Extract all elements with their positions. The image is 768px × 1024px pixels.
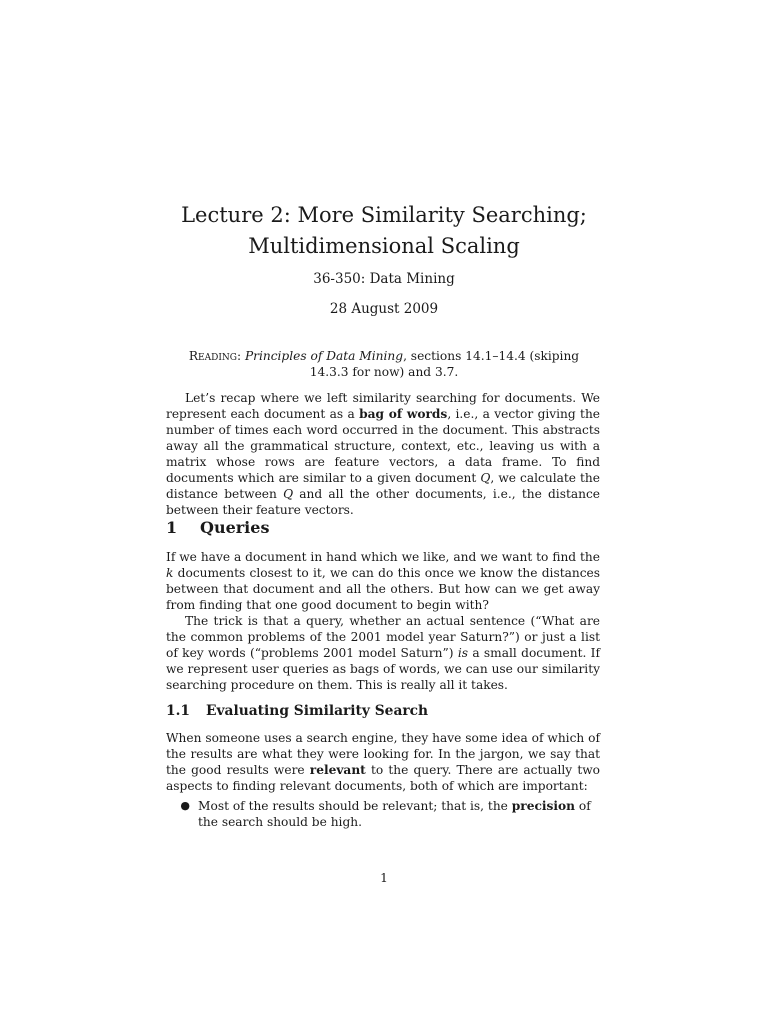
reading-sections: , sections 14.1–14.4 (skiping 14.3.3 for now) and 3.7. bbox=[309, 349, 580, 379]
bullet-icon: ● bbox=[180, 799, 190, 812]
reading-book: Principles of Data Mining bbox=[244, 349, 404, 363]
lecture-date: 28 August 2009 bbox=[329, 301, 439, 317]
queries-section-body bbox=[166, 549, 600, 693]
queries-paragraph-2 bbox=[166, 613, 600, 693]
subsection-title: Evaluating Similarity Search bbox=[206, 703, 429, 719]
evaluating-paragraph bbox=[166, 730, 600, 794]
precision-term: precision bbox=[511, 799, 575, 813]
course-name: 36-350: Data Mining bbox=[313, 271, 455, 287]
paragraph-text: documents closest to it, we can do this once we know the distances between that document and all the others. But how can we get away from finding that one good document to begin with? bbox=[166, 566, 600, 612]
paragraph-text: When someone uses a search engine, they have some idea of which of the results are what they were looking for. In the jargon, we say that the good results were bbox=[166, 731, 600, 777]
math-q: Q bbox=[283, 487, 294, 501]
relevant-term: relevant bbox=[309, 763, 366, 777]
intro-text: Let’s recap where we left similarity searching for documents. We represent each document as a bbox=[166, 391, 600, 421]
paragraph-text: If we have a document in hand which we like, and we want to find the bbox=[166, 550, 600, 564]
lecture-title bbox=[0, 200, 768, 262]
paragraph-text: a small document. If we represent user queries as bags of words, we can use our similarity searching procedure on them. This is really all it takes. bbox=[166, 646, 600, 692]
intro-text: , we calculate the distance between bbox=[166, 471, 600, 501]
intro-paragraph bbox=[166, 390, 600, 518]
subsection-number: 1.1 bbox=[166, 703, 191, 719]
reading-label: Reading: bbox=[188, 349, 242, 363]
paragraph-text: of the search should be high. bbox=[198, 799, 591, 829]
page-number: 1 bbox=[380, 871, 388, 885]
section-number: 1 bbox=[166, 518, 178, 537]
paragraph-text: Most of the results should be relevant; that is, the bbox=[198, 799, 512, 813]
title-line-1: Lecture 2: More Similarity Searching; bbox=[181, 203, 587, 227]
math-k: k bbox=[166, 566, 174, 580]
intro-text: , i.e., a vector giving the number of times each word occurred in the document. This abstracts away all the grammatical structure, context, etc., leaving us with a matrix whose rows are feature vectors, a data frame. To find documents which are similar to a given document bbox=[166, 407, 601, 485]
bullet-text bbox=[198, 798, 600, 830]
subsection-heading-evaluating bbox=[166, 703, 428, 719]
paragraph-text: The trick is that a query, whether an actual sentence (“What are the common problems of the 2001 model year Saturn?”) or just a list of key words (“problems 2001 model Saturn”) bbox=[166, 614, 600, 660]
bullet-list bbox=[166, 798, 600, 830]
math-q: Q bbox=[480, 471, 491, 485]
emphasis-is: is bbox=[457, 646, 468, 660]
bag-of-words-term: bag of words bbox=[359, 407, 448, 421]
section-title: Queries bbox=[200, 518, 270, 537]
paragraph-text: to the query. There are actually two aspects to finding relevant documents, both of which are important: bbox=[166, 763, 600, 793]
title-line-2: Multidimensional Scaling bbox=[248, 234, 520, 258]
queries-paragraph-1 bbox=[166, 549, 600, 613]
intro-text: and all the other documents, i.e., the distance between their feature vectors. bbox=[166, 487, 600, 517]
section-heading-queries bbox=[166, 518, 269, 537]
reading-note bbox=[170, 348, 598, 380]
list-item bbox=[166, 798, 600, 830]
